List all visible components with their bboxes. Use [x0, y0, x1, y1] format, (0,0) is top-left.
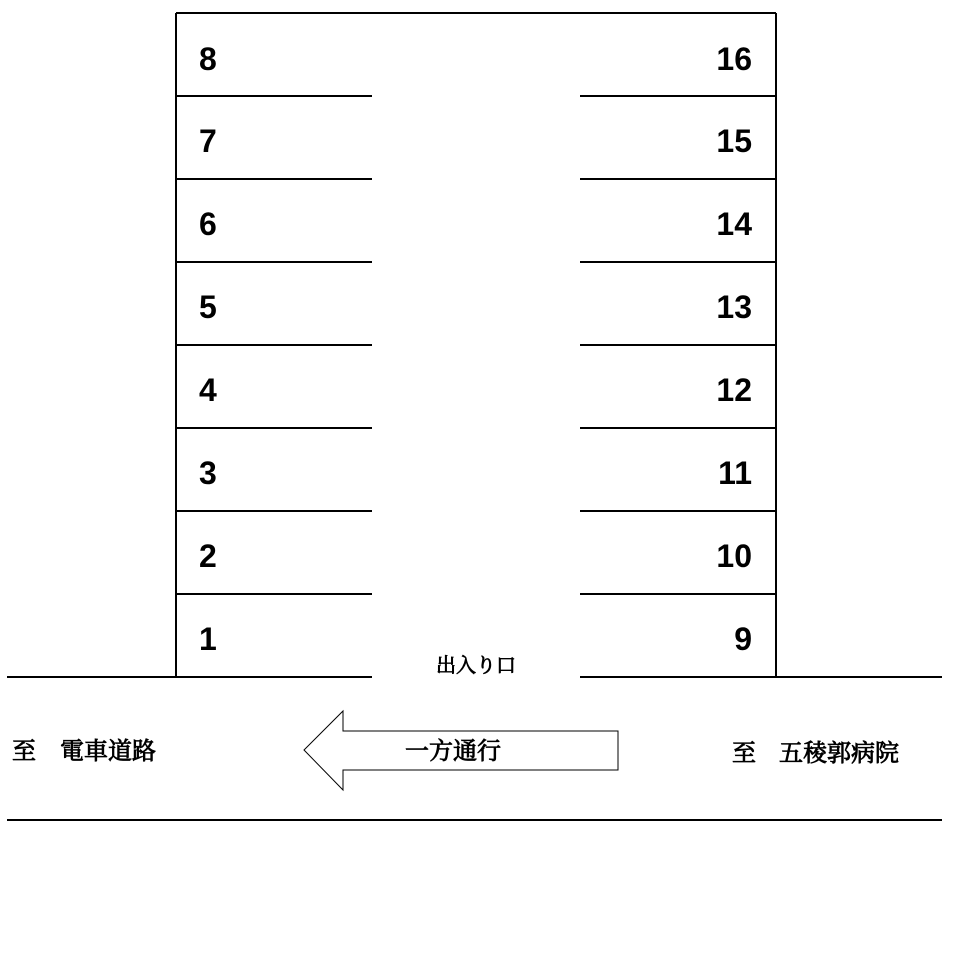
- space-number: 5: [199, 289, 217, 325]
- space-number: 3: [199, 455, 217, 491]
- space-number: 6: [199, 206, 217, 242]
- one-way-label: 一方通行: [405, 737, 501, 765]
- space-number: 11: [718, 455, 752, 491]
- space-number: 14: [716, 206, 752, 242]
- space-number: 13: [716, 289, 752, 325]
- left-destination-prefix: 至: [12, 737, 36, 765]
- space-number: 4: [199, 372, 217, 408]
- space-number: 1: [199, 621, 217, 657]
- left-destination-name: 電車道路: [60, 737, 156, 765]
- space-number: 16: [716, 41, 752, 77]
- space-number: 7: [199, 123, 217, 159]
- space-number: 15: [716, 123, 752, 159]
- right-destination-name: 五稜郭病院: [779, 739, 899, 767]
- right-space-numbers: [716, 41, 752, 657]
- left-space-numbers: [199, 41, 217, 657]
- space-number: 2: [199, 538, 217, 574]
- left-dividers: [176, 96, 372, 594]
- space-number: 10: [716, 538, 752, 574]
- entrance-label: 出入り口: [436, 653, 516, 677]
- space-number: 8: [199, 41, 217, 77]
- right-dividers: [580, 96, 776, 594]
- space-number: 9: [734, 621, 752, 657]
- right-destination-prefix: 至: [732, 739, 756, 767]
- space-number: 12: [716, 372, 752, 408]
